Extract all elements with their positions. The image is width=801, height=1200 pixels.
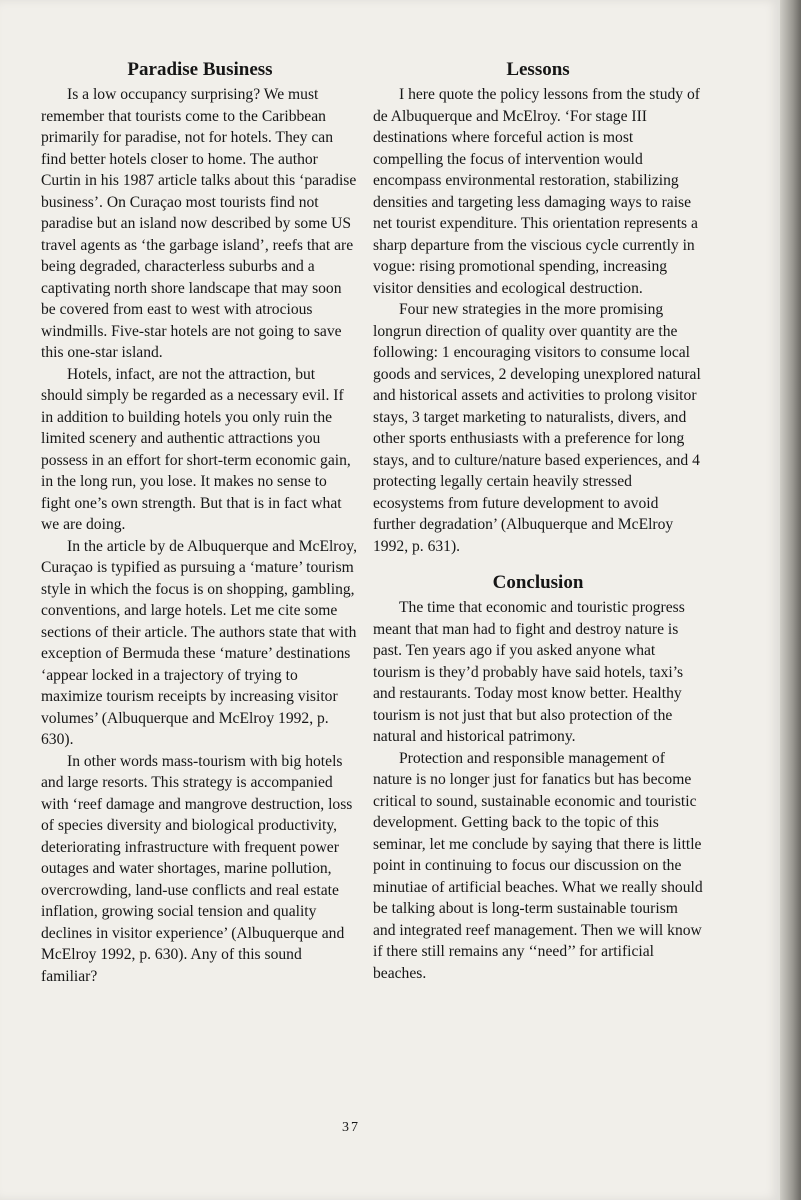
paragraph: In the article by de Albuquerque and McElroy, Curaçao is typified as pursuing a ‘mature’ tourism style in which the focus is on shopping, gambling, conventions, and large hotels. Let me cite some sections of their article. The authors state that with exception of Bermuda these ‘mature’ destinations ‘appear locked in a trajectory of trying to maximize tourism receipts by increasing visitor volumes’ (Albuquerque and McElroy 1992, p. 630). [41, 537, 357, 748]
heading-lessons: Lessons [506, 59, 570, 80]
paragraph: Four new strategies in the more promising longrun direction of quality over quantity are the following: 1 encouraging visitors to consume local goods and services, 2 developing unexplored natural and historical assets and activities to prolong visitor stays, 3 target marketing to naturalists, divers, and other sports enthusiasts with a preference for long stays, and to culture/nature based experiences, and 4 protecting legally certain heavily stressed ecosystems from future development to avoid further degradation’ (Albuquerque and McElroy 1992, p. 631). [373, 301, 701, 555]
paragraph: Protection and responsible management of nature is no longer just for fanatics but has become critical to sound, sustainable economic and touristic development. Getting back to the topic of this seminar, let me conclude by saying that there is little point in continuing to focus our discussion on the minutiae of artificial beaches. What we really should be talking about is long-term sustainable tourism and integrated reef management. Then we will know if there still remains any ‘‘need’’ for artificial beaches. [373, 749, 703, 982]
book-spine-edge [780, 0, 801, 1200]
paragraph: I here quote the policy lessons from the study of de Albuquerque and McElroy. ‘For stage III destinations where forceful action is most compelling the focus of intervention would encompass environmental restoration, stabilizing densities and targeting less damaging ways to raise net tourist expenditure. This orientation represents a sharp departure from the viscious cycle currently in vogue: rising promotional spending, increasing visitor densities and ecological destruction. [373, 86, 700, 297]
paragraph: Hotels, infact, are not the attraction, but should simply be regarded as a necessary evil. If in addition to building hotels you only ruin the limited scenery and authentic attractions you possess in an effort for short-term economic gain, in the long run, you lose. It makes no sense to fight one’s own strength. But that is in fact what we are doing. [41, 365, 351, 533]
left-column [41, 57, 359, 987]
paragraph: The time that economic and touristic progress meant that man had to fight and destroy nature is past. Ten years ago if you asked anyone what tourism is they’d probably have said hotels, taxi’s and restaurants. Today most know better. Healthy tourism is not just that but also protection of the natural and historical patrimony. [373, 599, 685, 745]
page-number: 37 [342, 1120, 360, 1135]
heading-conclusion: Conclusion [492, 572, 584, 593]
paragraph: In other words mass-tourism with big hotels and large resorts. This strategy is accompanied with ‘reef damage and mangrove destruction, loss of species diversity and biological productivity, deteriorating infrastructure with frequent power outages and water shortages, marine pollution, overcrowding, land-use conflicts and real estate inflation, growing social tension and quality declines in visitor experience’ (Albuquerque and McElroy 1992, p. 630). Any of this sound familiar? [41, 752, 353, 985]
heading-paradise-business: Paradise Business [127, 59, 273, 80]
right-column [373, 57, 703, 984]
paragraph: Is a low occupancy surprising? We must remember that tourists come to the Caribbean primarily for paradise, not for hotels. They can find better hotels closer to home. The author Curtin in his 1987 article talks about this ‘paradise business’. On Curaçao most tourists find not paradise but an island now described by some US travel agents as ‘the garbage island’, reefs that are being degraded, characterless suburbs and a captivating north shore landscape that may soon be covered from east to west with atrocious windmills. Five-star hotels are not going to save this one-star island. [41, 86, 357, 361]
